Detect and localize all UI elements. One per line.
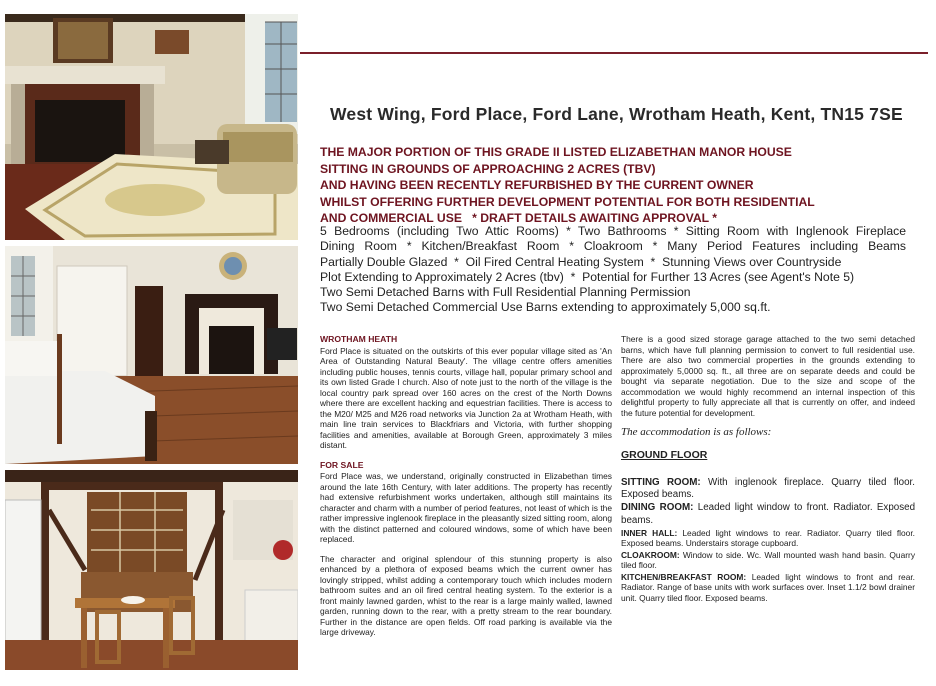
feature-line: Two Semi Detached Commercial Use Barns extending to approximately 5,000 sq.ft. — [320, 300, 771, 315]
headline-line: WHILST OFFERING FURTHER DEVELOPMENT POTENTIAL FOR BOTH RESIDENTIAL — [320, 194, 815, 209]
headline-line: SITTING IN GROUNDS OF APPROACHING 2 ACRES (TBV) — [320, 161, 656, 176]
property-address: West Wing, Ford Place, Ford Lane, Wrotham Heath, Kent, TN15 7SE — [330, 104, 903, 124]
room-entry — [621, 502, 915, 526]
left-column — [320, 334, 612, 647]
key-features — [320, 224, 906, 316]
room-text: With inglenook fireplace. Quarry tiled floor. Exposed beams. — [621, 477, 915, 501]
headline-line: AND COMMERCIAL USE * DRAFT DETAILS AWAITING APPROVAL * — [320, 211, 718, 226]
room-entry — [621, 528, 915, 549]
room-name: INNER HALL: — [621, 527, 678, 538]
right-column — [621, 334, 915, 604]
kitchen-photo — [5, 470, 298, 670]
accommodation-intro: The accommodation is as follows: — [621, 426, 772, 438]
ground-floor-heading: GROUND FLOOR — [621, 448, 708, 461]
headline-line: AND HAVING BEEN RECENTLY REFURBISHED BY THE CURRENT OWNER — [320, 178, 754, 193]
for-sale-paragraph: Ford Place was, we understand, originally constructed in Elizabethan times around the late 16th Century, with later additions. The property has recently had extensive refurbishment works undertaken, although still maintains its character and charm with a number of period features, not least of which is the rather impressive inglenook fireplace in the pleasantly sized sitting room, along with the distinct patterned and coloured windows, some of which have been replaced. — [320, 471, 612, 544]
room-text: Leaded light windows to front and rear. Radiator. Range of base units with work surfaces over. Inset 1.1/2 bowl drainer unit. Quarry tiled floor. Exposed beams. — [621, 571, 915, 603]
feature-line: Dining Room * Kitchen/Breakfast Room * Cloakroom * Many Period Features including Beams — [320, 239, 906, 254]
feature-line: Partially Double Glazed * Oil Fired Central Heating System * Stunning Views over Countryside — [320, 254, 842, 269]
room-name: KITCHEN/BREAKFAST ROOM: — [621, 571, 747, 582]
room-entry — [621, 572, 915, 604]
room-text: Leaded light windows to rear. Radiator. Quarry tiled floor. Exposed beams. Understairs storage cupboard. — [621, 527, 915, 549]
for-sale-heading: FOR SALE — [320, 459, 364, 470]
feature-line: 5 Bedrooms (including Two Attic Rooms) * Two Bathrooms * Sitting Room with Inglenook Fireplace — [320, 224, 906, 238]
for-sale-paragraph: The character and original splendour of this stunning property is also enhanced by a plethora of exposed beams which the current owner has lovingly stripped, whilst adding a contemporary touch which includes modern bathroom suites and an oil fired central heating system. To the exterior is a front mainly lawned garden, whist to the rear is a large mainly walled, lawned garden, running down to the rear, with a pretty stream to the rear boundary. Further in the distance are open fields. Off road parking is available via the large driveway. — [320, 553, 612, 637]
wrotham-heath-text: Ford Place is situated on the outskirts of this ever popular village sited as 'An Area of Outstanding Natural Beauty'. The village centre offers amenities including public houses, tennis courts, village hall, popular primary school and its own listed Grade I church. Also of note just to the north of the village is the local country park spread over 160 acres on the crest of the North Downs where there are excellent hacking and equestrian facilities. There is access to the M20/ M25 and M26 road networks via Junction 2a at Wrotham Heath, with main line train services to Blackfriars and Victoria, with further shopping facilities and amenities, available at Borough Green, approximately 3 miles distant. — [320, 345, 612, 450]
room-text: Leaded light window to front. Radiator. Exposed beams. — [621, 502, 916, 526]
headline — [320, 144, 920, 227]
room-entry — [621, 550, 915, 571]
room-name: SITTING ROOM: — [621, 477, 701, 488]
room-text: Window to side. Wc. Wall mounted wash hand basin. Quarry tiled floor. — [621, 549, 916, 571]
sitting-room-photo — [5, 14, 298, 240]
bedroom-photo — [5, 246, 298, 464]
room-name: DINING ROOM: — [621, 502, 694, 514]
feature-line: Two Semi Detached Barns with Full Residential Planning Permission — [320, 285, 691, 300]
barns-text: There is a good sized storage garage attached to the two semi detached barns, which have full planning permission to convert to full residential use. There are also two commercial properties in the grounds extending to approximately 5,0000 sq. ft., all three are on separate deeds and could be bought via separate negotiation. Due to the size and scope of the accommodation we would highly recommend an internal inspection of this delightful property to fully appreciate all that is currently on offer, and indeed the future potential for development. — [621, 334, 915, 418]
feature-line: Plot Extending to Approximately 2 Acres (tbv) * Potential for Further 13 Acres (see Agent's Note 5) — [320, 269, 855, 284]
headline-line: THE MAJOR PORTION OF THIS GRADE II LISTED ELIZABETHAN MANOR HOUSE — [320, 145, 792, 159]
room-entry — [621, 477, 915, 501]
title-rule — [300, 52, 928, 54]
room-name: CLOAKROOM: — [621, 549, 680, 560]
wrotham-heath-heading: WROTHAM HEATH — [320, 334, 398, 344]
